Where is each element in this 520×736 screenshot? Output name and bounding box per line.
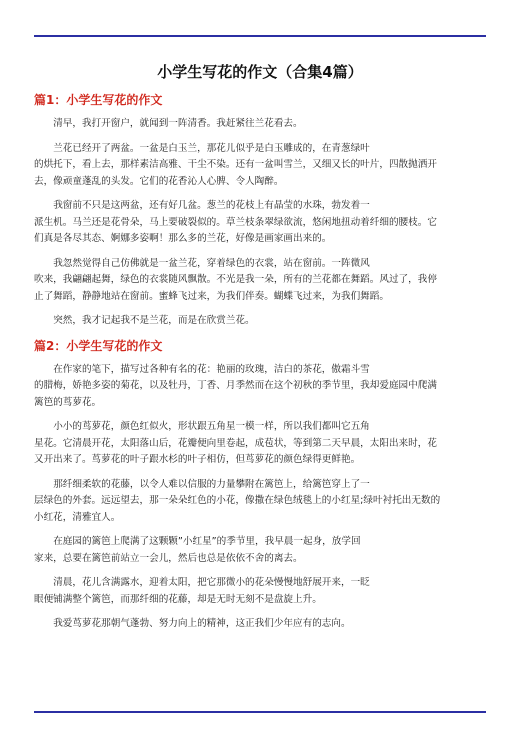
paragraph-line: 星花。它清晨开花，太阳落山后，花瓣便向里卷起，成苞状，等到第二天早晨，太阳出来时，花 (34, 437, 437, 449)
section-heading: 篇1：小学生写花的作文 (34, 93, 163, 107)
paragraph-line: 的腊梅，娇艳多姿的菊花，以及牡丹，丁香、月季然而在这个初秋的季节里，我却爱庭园中爬满 (34, 380, 437, 391)
paragraph (34, 575, 486, 608)
paragraph-line: 清晨，花儿含满露水，迎着太阳，把它那微小的花朵慢慢地舒展开来，一眨 (53, 577, 370, 588)
paragraph-line: 们真是各尽其态、婀娜多姿啊！那么多的兰花，好像是画家画出来的。 (34, 233, 332, 244)
section-heading: 篇2：小学生写花的作文 (34, 338, 163, 353)
paragraph (34, 477, 486, 527)
paragraph-line: 那纤细柔软的花藤，以令人难以信服的力量攀附在篱笆上，给篱笆穿上了一 (53, 478, 370, 490)
paragraph-line: 吹来，我翩翩起舞，绿色的衣裳随风飘散。不光是我一朵，所有的兰花都在舞蹈。风过了，我停 (34, 274, 437, 285)
paragraph-line: 去，像顽童蓬乱的头发。它们的花香沁人心脾、令人陶醉。 (34, 175, 284, 187)
paragraph-line: 篱笆的茑萝花。 (34, 396, 102, 408)
paragraph-line: 小小的茑萝花，颜色红似火，形状跟五角星一模一样，所以我们都叫它五角 (53, 421, 370, 432)
paragraph-line: 兰花已经开了两盆。一盆是白玉兰，那花儿似乎是白玉雕成的，在青葱绿叶 (53, 142, 370, 154)
paragraph (34, 362, 486, 412)
paragraph-line: 我爱茑萝花那朝气蓬勃、努力向上的精神，这正我们少年应有的志向。 (53, 618, 351, 629)
document-title: 小学生写花的作文（合集4篇） (157, 63, 363, 81)
paragraph (34, 116, 486, 133)
paragraph-line: 层绿色的外套。远远望去，那一朵朵红色的小花，像撒在绿色绒毯上的小红星;绿叶衬托出无数的 (34, 495, 441, 506)
paragraph-line: 派生机。马兰还是花骨朵，马上要破裂似的。草兰枝条翠绿欲流，悠闲地扭动着纤细的腰枝。它 (34, 216, 437, 228)
paragraph-line: 在作家的笔下，描写过各种有名的花：艳丽的玫瑰，洁白的茶花，傲霜斗雪 (53, 363, 370, 375)
paragraph (34, 313, 486, 330)
paragraph (34, 534, 486, 567)
paragraph-line: 又开出来了。茑萝花的叶子跟水杉的叶子相仿，但茑萝花的颜色绿得更鲜艳。 (34, 454, 361, 465)
paragraph-line: 我窗前不只是这两盆，还有好几盆。葱兰的花枝上有晶莹的水珠，勃发着一 (53, 200, 370, 211)
paragraph-line: 我忽然觉得自己仿佛就是一盆兰花，穿着绿色的衣裳，站在窗前。一阵微风 (53, 257, 370, 269)
paragraph (34, 198, 486, 248)
paragraph (34, 141, 486, 191)
document-page (34, 62, 486, 641)
paragraph-line: 眼便铺满整个篱笆，而那纤细的花藤，却是无时无刻不是盘旋上升。 (34, 593, 322, 605)
paragraph-line: 家来，总要在篱笆前站立一会儿，然后也总是依依不舍的离去。 (34, 552, 303, 564)
paragraph-line: 的烘托下，看上去，那样素洁高雅、干尘不染。还有一盆叫雪兰，又细又长的叶片，四散抛洒开 (34, 159, 437, 170)
paragraph (34, 616, 486, 633)
paragraph (34, 419, 486, 469)
top-rule (34, 35, 486, 37)
section-1 (34, 92, 486, 330)
bottom-rule (34, 711, 486, 713)
paragraph-line: 清早，我打开窗户，就闻到一阵清香。我赶紧往兰花看去。 (53, 118, 303, 129)
paragraph-line: 止了舞蹈，静静地站在窗前。蜜蜂飞过来，为我们伴奏。蝴蝶飞过来，为我们舞蹈。 (34, 290, 389, 302)
paragraph (34, 256, 486, 306)
paragraph-line: 在庭园的篱笆上爬满了这颗颗”小红星”的季节里，我早晨一起身，放学回 (53, 536, 361, 547)
paragraph-line: 突然，我才记起我不是兰花，而是在欣赏兰花。 (53, 315, 255, 326)
paragraph-line: 小红花，清雅宜人。 (34, 511, 121, 523)
section-2 (34, 338, 486, 633)
